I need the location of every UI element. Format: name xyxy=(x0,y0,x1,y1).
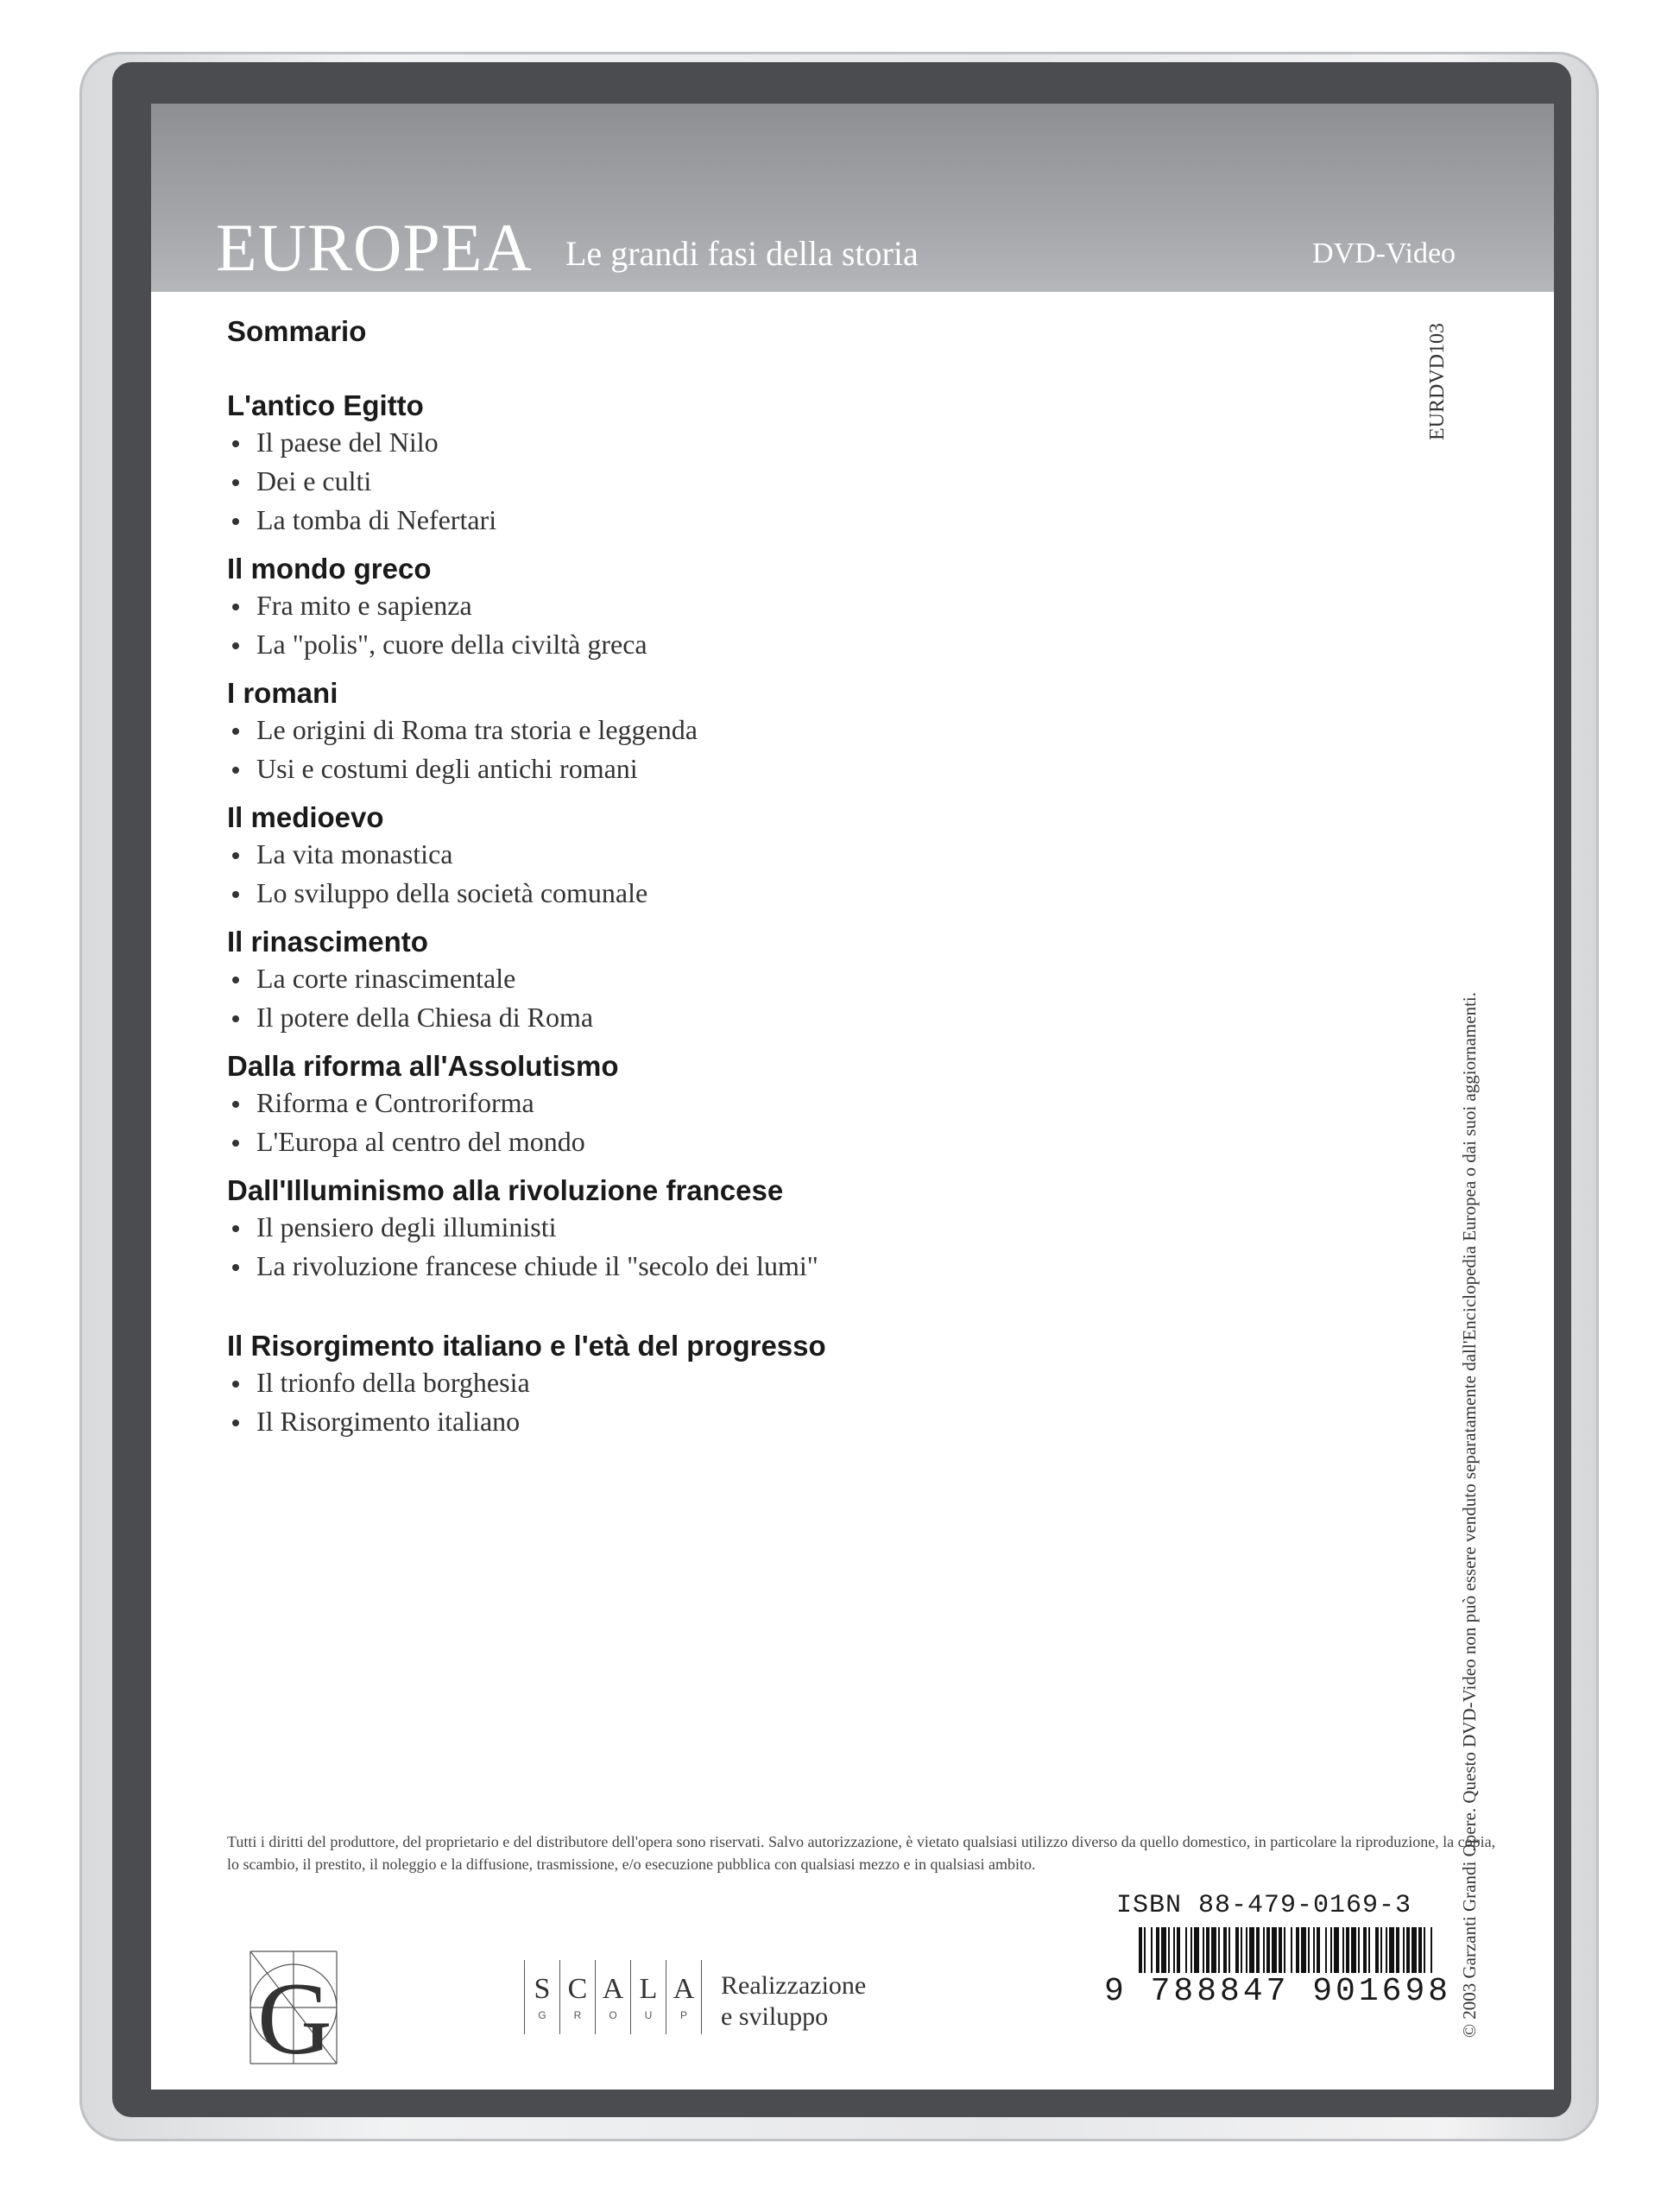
chapter-item: Il potere della Chiesa di Roma xyxy=(227,998,1436,1037)
chapter-title: Dalla riforma all'Assolutismo xyxy=(227,1050,619,1082)
chapter-item: L'Europa al centro del mondo xyxy=(227,1122,1436,1161)
chapter-item: Il paese del Nilo xyxy=(227,423,1436,462)
chapter-items xyxy=(227,1084,1436,1161)
chapter-items xyxy=(227,711,1436,788)
barcode-digits: 9 788847 901698 xyxy=(1101,1973,1455,2010)
publisher-logo xyxy=(242,1943,345,2072)
series-subtitle: Le grandi fasi della storia xyxy=(565,234,919,273)
format-label: DVD-Video xyxy=(1312,237,1456,269)
chapter-item: Riforma e Controriforma xyxy=(227,1084,1436,1122)
publisher-letter: G xyxy=(257,1961,332,2072)
product-code xyxy=(1418,311,1469,440)
chapter-item: Le origini di Roma tra storia e leggenda xyxy=(227,711,1436,749)
credit-line-2: e sviluppo xyxy=(721,2002,829,2031)
product-code-text: EURDVD103 xyxy=(1426,323,1449,440)
chapter-title: Il medioevo xyxy=(227,801,384,833)
toc-heading: Sommario xyxy=(227,315,367,347)
chapter-item: La "polis", cuore della civiltà greca xyxy=(227,625,1436,664)
chapter-title: I romani xyxy=(227,677,338,709)
back-cover-sheet xyxy=(151,104,1554,2090)
chapter-items xyxy=(227,586,1436,664)
copyright-notice-text: © 2003 Garzanti Grandi Opere. Questo DVD-Video non può essere venduto separatamente dall'Enciclopedia Europea o dai suoi aggiornamenti. xyxy=(1459,991,1480,2038)
chapter-section xyxy=(227,1173,1436,1286)
chapter-item: Il trionfo della borghesia xyxy=(227,1363,1436,1402)
chapter-item: La tomba di Nefertari xyxy=(227,501,1436,540)
chapter-items xyxy=(227,1208,1436,1286)
chapter-item: Usi e costumi degli antichi romani xyxy=(227,749,1436,788)
table-of-contents xyxy=(227,389,1436,1441)
chapter-title: Il rinascimento xyxy=(227,926,428,958)
header-band xyxy=(151,104,1554,292)
chapter-section xyxy=(227,389,1436,540)
chapter-item: Il Risorgimento italiano xyxy=(227,1402,1436,1441)
chapter-section xyxy=(227,800,1436,913)
chapter-item: La corte rinascimentale xyxy=(227,959,1436,998)
chapter-title: Il mondo greco xyxy=(227,553,432,585)
chapter-section xyxy=(227,552,1436,664)
brand-title: EUROPEA xyxy=(216,210,533,285)
chapter-item: La vita monastica xyxy=(227,835,1436,874)
chapter-section xyxy=(227,1329,1436,1441)
chapter-item: Lo sviluppo della società comunale xyxy=(227,874,1436,913)
copyright-notice xyxy=(1459,991,1494,2046)
chapter-title: L'antico Egitto xyxy=(227,389,424,421)
chapter-section xyxy=(227,676,1436,788)
chapter-item: La rivoluzione francese chiude il "secolo dei lumi" xyxy=(227,1247,1436,1286)
credit-line-1: Realizzazione xyxy=(721,1971,867,2000)
chapter-items xyxy=(227,835,1436,913)
chapter-section xyxy=(227,1049,1436,1161)
chapter-section xyxy=(227,925,1436,1037)
chapter-title: Dall'Illuminismo alla rivoluzione francese xyxy=(227,1174,784,1206)
scala-logo: S G C R A O L U A P xyxy=(524,1960,702,2034)
production-credit xyxy=(721,1970,866,2033)
legal-text: Tutti i diritti del produttore, del proprietario e del distributore dell'opera sono riservati. Salvo autorizzazione, è vietato qualsiasi utilizzo diverso da quello domestico, in particolare la riproduzione, la copia, lo scambio, il prestito, il noleggio e la diffusione, trasmissione, e/o esecuzione pubblica con qualsiasi mezzo e in qualsiasi ambito. xyxy=(227,1833,1496,1873)
chapter-item: Il pensiero degli illuministi xyxy=(227,1208,1436,1247)
chapter-items xyxy=(227,423,1436,540)
chapter-items xyxy=(227,959,1436,1037)
chapter-title: Il Risorgimento italiano e l'età del progresso xyxy=(227,1330,826,1362)
chapter-items xyxy=(227,1363,1436,1441)
isbn-label: ISBN 88-479-0169-3 xyxy=(1116,1891,1412,1920)
chapter-item: Dei e culti xyxy=(227,462,1436,501)
chapter-item: Fra mito e sapienza xyxy=(227,586,1436,625)
